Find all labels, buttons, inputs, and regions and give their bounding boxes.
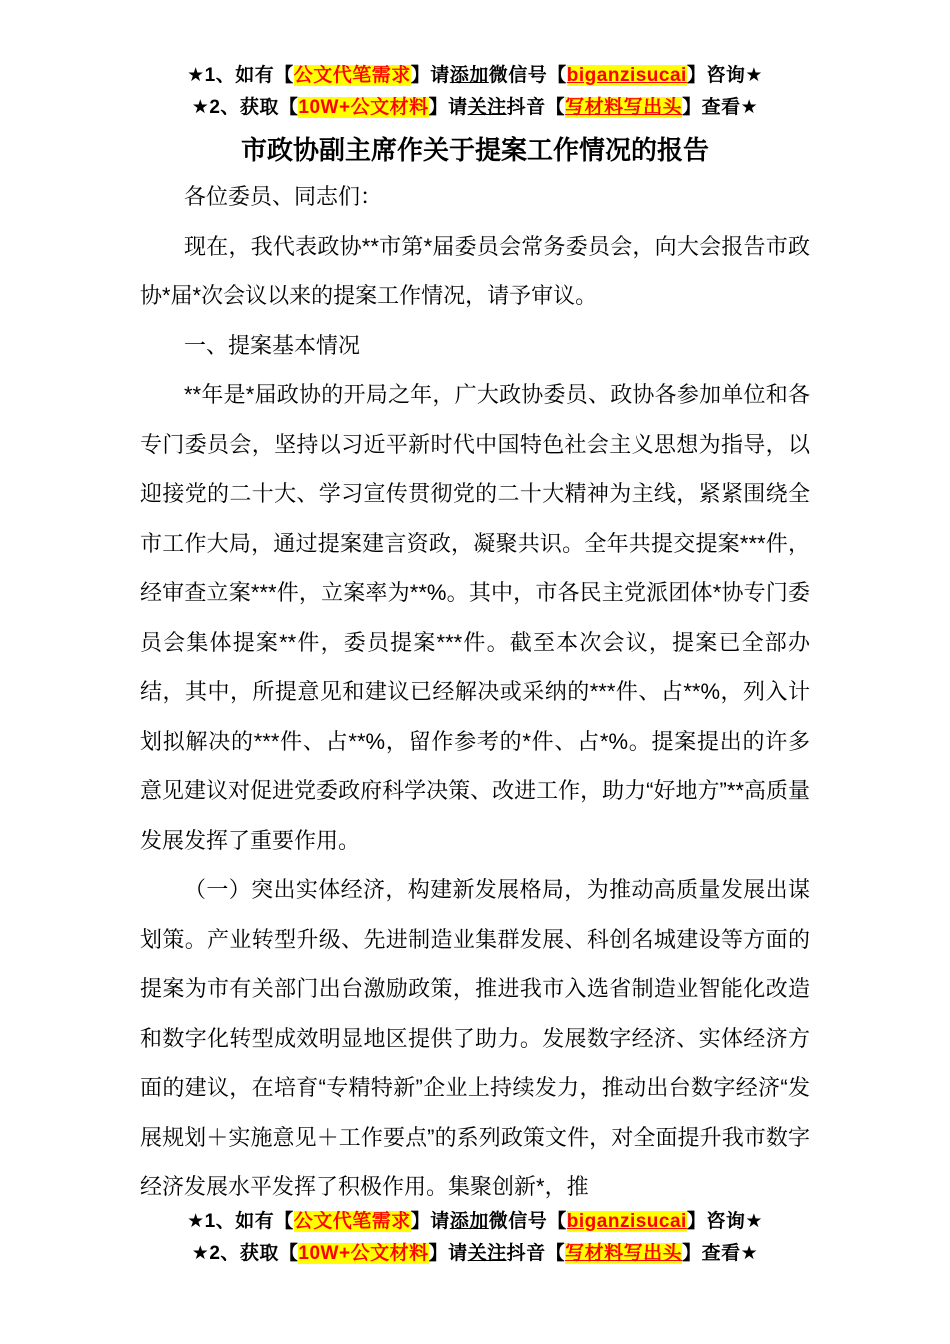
promo-red-highlight-underline: biganzisucai [566, 65, 687, 86]
promo-line-1 [0, 1206, 950, 1238]
intro-paragraph: 现在，我代表政协**市第*届委员会常务委员会，向大会报告市政协*届*次会议以来的提案工作情况，请予审议。 [140, 233, 810, 308]
promo-red-highlight: 公文代笔需求 [293, 65, 411, 86]
promo-line-2 [140, 92, 810, 124]
promo-text: 】咨询★ [686, 1211, 763, 1232]
promo-red-highlight-underline: 写材料写出头 [565, 97, 683, 118]
promo-line-2 [0, 1238, 950, 1270]
promo-text: 微信号【 [488, 65, 567, 86]
promo-text: 抖音【 [506, 1243, 566, 1264]
promo-red-highlight-underline: 写材料写出头 [565, 1243, 683, 1264]
promo-text: ★1、如有【 [187, 65, 294, 86]
promo-text: 】查看★ [682, 1243, 759, 1264]
document-body [140, 172, 810, 1212]
body-paragraph-1: **年是*届政协的开局之年，广大政协委员、政协各参加单位和各专门委员会，坚持以习近平新时代中国特色社会主义思想为指导，以迎接党的二十大、学习宣传贯彻党的二十大精神为主线，紧紧围绕全市工作大局，通过提案建言资政，凝聚共识。全年共提交提案***件，经审查立案***件，立案率为**%。其中，市各民主党派团体*协专门委员会集体提案**件，委员提案***件。截至本次会议，提案已全部办结，其中，所提意见和建议已经解决或采纳的***件、占**%，列入计划拟解决的***件、占**%，留作参考的*件、占*%。提案提出的许多意见建议对促进党委政府科学决策、改进工作，助力“好地方”**高质量发展发挥了重要作用。 [140, 382, 810, 853]
promo-text: 】请 [410, 1211, 450, 1232]
section-heading-1: 一、提案基本情况 [184, 332, 361, 358]
promo-text: 】请 [410, 65, 450, 86]
salutation: 各位委员、同志们： [184, 184, 383, 209]
promo-text: 】查看★ [682, 97, 759, 118]
promo-text: 】请 [428, 1243, 468, 1264]
promo-red-highlight: 10W+公文材料 [298, 1243, 429, 1264]
document-title: 市政协副主席作关于提案工作情况的报告 [240, 135, 709, 165]
body-paragraph-2: （一）突出实体经济，构建新发展格局，为推动高质量发展出谋划策。产业转型升级、先进制造业集群发展、科创名城建设等方面的提案为市有关部门出台激励政策，推进我市入选省制造业智能化改造和数字化转型成效明显地区提供了助力。发展数字经济、实体经济方面的建议，在培育“专精特新”企业上持续发力，推动出台数字经济“发展规划＋实施意见＋工作要点”的系列政策文件，对全面提升我市数字经济发展水平发挥了积极作用。集聚创新*，推 [140, 877, 810, 1199]
promo-banner-top [140, 60, 810, 124]
promo-text: 】请 [428, 97, 468, 118]
promo-banner-bottom [0, 1206, 950, 1270]
promo-underline: 添加 [449, 65, 489, 86]
promo-text: ★2、获取【 [191, 97, 299, 118]
promo-underline: 关注 [467, 1243, 507, 1264]
promo-text: 】咨询★ [686, 65, 763, 86]
promo-red-highlight-underline: biganzisucai [566, 1211, 687, 1232]
promo-text: ★1、如有【 [187, 1211, 294, 1232]
promo-line-1 [140, 60, 810, 92]
promo-red-highlight: 公文代笔需求 [293, 1211, 411, 1232]
promo-underline: 添加 [449, 1211, 489, 1232]
promo-underline: 关注 [467, 97, 507, 118]
promo-text: ★2、获取【 [191, 1243, 299, 1264]
promo-text: 抖音【 [506, 97, 566, 118]
promo-text: 微信号【 [488, 1211, 567, 1232]
promo-red-highlight: 10W+公文材料 [298, 97, 429, 118]
